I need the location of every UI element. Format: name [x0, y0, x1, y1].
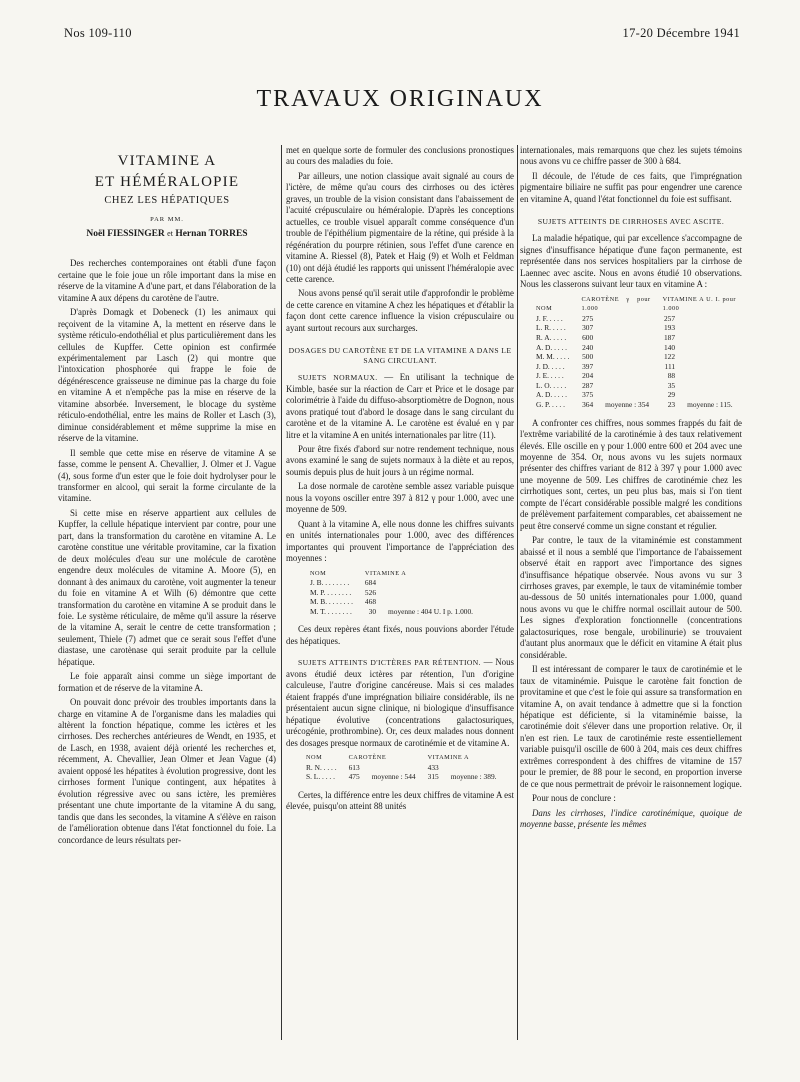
section-heading: SUJETS ATTEINTS DE CIRRHOSES AVEC ASCITE. [537, 217, 725, 227]
column-2 [286, 145, 514, 816]
table-row: A. D. . . . . 375 29 [536, 390, 676, 400]
paragraph: Certes, la différence entre les deux chiffres de vitamine A est élevée, puisqu'on atteint 88 unités [286, 789, 514, 812]
table-row: R. A. . . . . 600 187 [536, 332, 676, 342]
table-normal-subjects [304, 569, 479, 617]
column-divider [517, 145, 518, 1040]
author-2: Hernan TORRES [175, 228, 248, 239]
paragraph: Pour être fixés d'abord sur notre rendement technique, nous avons examiné le sang de sujets normaux à la diète et au repos, soumis depuis plus de huit jours à un régime normal. [286, 443, 514, 477]
author-conjunction: et [167, 228, 173, 238]
paragraph: A confronter ces chiffres, nous sommes frappés du fait de l'extrême variabilité de la carotinémie à des taux relativement élevés. Elle oscille en γ pour 1.000 entre 600 et 204 avec une moyenne de 354. Or, nous avons vu les sujets normaux présenter des chiffres variant de 812 à 397 γ pour 1.000 avec une moyenne de 509. Les chiffres de carotinémie chez les cirrhotiques sont, certes, un peu plus bas, mais si l'on tient compte de l'écart considérable possible malgré les conditions de prélèvement parfaitement comparables, cet abaissement ne peut être conservé comme un signe constant et régulier. [520, 417, 742, 531]
paragraph: Quant à la vitamine A, elle nous donne les chiffres suivants en unités internationales pour 1.000, avec des différences importantes qui prouvent l'importance de l'appréciation des moyennes : [286, 518, 514, 564]
authors [58, 228, 276, 240]
paragraph: Nous avons pensé qu'il serait utile d'approfondir le problème de cette carence en vitamine A chez les hépatiques et d'établir la façon dont cette carence influence la vision crépusculaire ou ayant surtout recours aux surcharges. [286, 288, 514, 333]
column-1 [58, 145, 276, 849]
paragraph: internationales, mais remarquons que chez les sujets témoins nous avons vu ce chiffre passer de 300 à 684. [520, 145, 742, 167]
table-row: R. N. . . . . 613 433 [306, 762, 439, 772]
paragraph: On pouvait donc prévoir des troubles importants dans la charge en vitamine A de l'organisme dans les maladies qui altèrent la fonction hépatique, comme les ictères et les cirrhoses. Des recherches antérieures de Wendt, en 1935, et de Lasch, en 1938, avaient déjà orienté les recherches et, récemment, A. Chevallier, Jean Olmer et Jean Vague (4) avaient opposé les hépatites à évolution progressive, dont les cirrhoses forment l'unique contingent, aux hépatites à évolution régressive avec ou sans ictère, les premières présentant une chute importante de la vitamine A du sang, tandis que dans les secondes, la vitamine A s'élève en raison de l'amélioration obtenue dans l'état fonctionnel du foie. La concordance de leurs résultats per- [58, 697, 276, 845]
table-row: M. M. . . . . 500 122 [536, 352, 676, 362]
paragraph: SUJETS NORMAUX. — En utilisant la technique de Kimble, basée sur la réaction de Carr et Price et le dosage par colorimétrie à l'aide du diffuso-absorptiomètre de Dognon, nous avons pratiqué tout d'abord le dosage dans le sang circulant du carotène et de la vitamine A. Le carotène est évalué en γ par litre et la vitamine A en unités internationales par litre (11). [286, 372, 514, 440]
paragraph: Il découle, de l'étude de ces faits, que l'imprégnation pigmentaire biliaire ne suffit pas pour engendrer une carence en vitamine A, quand l'état fonctionnel du foie est suffisant. [520, 170, 742, 204]
column-divider [281, 145, 282, 1040]
table-row: J. D. . . . . 397 111 [536, 361, 676, 371]
paragraph: Si cette mise en réserve appartient aux cellules de Kupffer, la cellule hépatique intervient par contre, pour une part, dans la transformation du carotène en vitamine A. Le carotène constitue une véritable provitamine, car la fixation de deux molécules d'eau sur une molécule de carotène engendre deux molécules de vitamine A. Moore (5), en donnant à des animaux du carotène, voit augmenter la teneur du foie en vitamine A et Wilh (6) démontre que cette transformation du carotène en vitamine A se produit dans le foie. Le système réticulaire, de même qu'il assure la réserve de la vitamine A, serait le centre de cette transformation ; seulement, Thiele (7) admet que ce serait sous l'effet d'une diastase, une carotènase qui serait produite par la cellule hépatique. [58, 507, 276, 667]
section-title: TRAVAUX ORIGINAUX [256, 86, 544, 112]
paragraph: La maladie hépatique, qui par excellence s'accompagne de signes d'insuffisance hépatique d'une façon permanente, est représentée dans nos services hospitaliers par la cirrhose de Laennec avec ascite. Nous en avons étudié 10 observations. Nous les classerons suivant leur taux en vitamine A : [520, 233, 742, 290]
table-row: M. T. . . . . . . . 30 moyenne : 404 U. I p. 1.000. [310, 606, 473, 616]
table-row: J. B. . . . . . . . 684 [310, 578, 377, 588]
paragraph: Pour nous de conclure : [532, 793, 616, 804]
paragraph: La dose normale de carotène semble assez variable puisque nous la voyons osciller entre 397 à 812 γ pour 1.000, avec une moyenne de 509. [286, 481, 514, 515]
paragraph: Par ailleurs, une notion classique avait signalé au cours de l'ictère, de même qu'au cours des cirrhoses ou des ictères graves, un trouble de la vision consistant dans l'abaissement de l'acuité crépusculaire ou héméralopie. D'après les conceptions actuelles, ce trouble visuel apparaît comme conséquence d'un trouble de l'épithélium pigmentaire de la rétine, qui préside à la régénération du pourpre rétinien, sous l'effet d'une carence en vitamine A. Riessel (8), Patek et Haig (9) et Wolh et Feldman (10) ont déjà étudié les rapports qui unissent l'héméralopie avec cette carence. [286, 170, 514, 284]
issue-number: Nos 109-110 [64, 26, 132, 40]
table-header-row: NOM CAROTÈNE γ pour 1.000 VITAMINE A U. I. pour 1.000 [536, 295, 736, 313]
table-row: M. P. . . . . . . . 526 [310, 587, 377, 597]
article-subtitle: CHEZ LES HÉPATIQUES [104, 195, 230, 206]
paragraph: SUJETS ATTEINTS D'ICTÈRES PAR RÉTENTION. — Nous avons étudié deux ictères par rétention, l'un d'origine calculeuse, l'autre d'origine cancéreuse. Mais si ces malades étaient frappés d'une imprégnation biliaire considérable, ils ne présentaient aucun signe clinique, ni biologique d'insuffisance hépatique évolutive (concentrations galactosuriques, urécogénie, prothrombine). Or, ces deux malades nous donnent des dosages presque normaux de carotinémie et de vitamine A. [286, 657, 514, 748]
table-row: L. R. . . . . 307 193 [536, 323, 676, 333]
table-icterus-subjects [300, 753, 503, 782]
paragraph: Des recherches contemporaines ont établi d'une façon certaine que le foie joue un rôle important dans la mise en réserve de la vitamine A d'une part, et dans l'élaboration de la vitamine A aux dépens du carotène de l'autre. [58, 258, 276, 303]
runin-heading: SUJETS ATTEINTS D'ICTÈRES PAR RÉTENTION. [298, 658, 481, 668]
table-row: L. O. . . . . 287 35 [536, 380, 676, 390]
table-header-row: NOM CAROTÈNE VITAMINE A [306, 754, 470, 761]
table-row: J. E. . . . . 204 88 [536, 371, 676, 381]
section-heading: DOSAGES DU CAROTÈNE ET DE LA VITAMINE A DANS LE SANG CIRCULANT. [288, 346, 512, 366]
article-title: VITAMINE A ET HÉMÉRALOPIE [94, 153, 240, 190]
table-row: G. P. . . . . 364 moyenne : 354 23 moyenne : 115. [536, 400, 733, 410]
runin-heading: SUJETS NORMAUX. [298, 373, 378, 383]
paragraph: D'après Domagk et Dobeneck (1) les animaux qui reçoivent de la vitamine A, la mettent en réserve dans le système réticulo-endothélial et plus particulièrement dans les cellules de Kupffer. Cette opinion est confirmée expérimentalement par Lasch (2) qui montre que l'intoxication phosphorée qui frappe le foie de dégénérescence graisseuse ne diminue pas la charge du foie en vitamine A et n'empêche pas la mise en réserve de la vitamine absorbée. Inversement, le blocage du système réticulo-endothélial, entre les mains de Roller et Lasch (3), diminue considérablement et même supprime la mise en réserve de la vitamine. [58, 307, 276, 444]
paragraph: Par contre, le taux de la vitaminémie est constamment abaissé et il nous a semblé que l'importance de l'abaissement observé était en rapport avec l'importance des signes d'insuffisance hépatique observée. Nous avons vu sur 3 cirrhoses graves, par exemple, le taux de vitaminémie tomber au-dessous de 50 unités internationales pour 1.000, quand nous avons vu que le chiffre normal oscillait autour de 500. Les signes d'exploration fonctionnelle (concentrations galactosuriques, rose bengale, urobilinurie) se trouvaient d'autant plus anormaux que le déficit en vitamine A était plus considérable. [520, 535, 742, 660]
paragraph: Ces deux repères étant fixés, nous pouvions aborder l'étude des hépatiques. [286, 624, 514, 646]
table-cirrhosis-subjects [530, 295, 742, 410]
paragraph: Il est intéressant de comparer le taux de carotinémie et le taux de vitaminémie. Puisque le carotène fait fonction de provitamine et que c'est le foie qui assure sa transformation en vitamine A, on avait tendance à admettre que si la fonction hépatique est déficiente, si la vitaminémie baisse, la carotinémie doit s'élever dans une proportion relative. Or, il n'en est rien. Le taux de carotinémie reste essentiellement variable puisqu'il oscille de 600 à 204, mais ces deux chiffres extrêmes correspondent à des chiffres de vitamine de 157 pour le premier, de 88 pour le second, en proportion inverse de ce que nous permettrait de prévoir le raisonnement logique. [520, 664, 742, 789]
paragraph: Il semble que cette mise en réserve de vitamine A se fasse, comme le pensent A. Chevallier, J. Olmer et J. Vague (4), sous forme d'un ester que le foie doit hydrolyser pour le transformer en alcool, qui serait la forme circulante de la vitamine. [58, 447, 276, 504]
column-3 [520, 145, 742, 834]
table-row: S. L. . . . . 475 moyenne : 544 315 moyenne : 389. [306, 772, 497, 782]
table-row: J. F. . . . . 275 257 [536, 313, 676, 323]
table-row: A. D. . . . . 240 140 [536, 342, 676, 352]
author-1: Noël FIESSINGER [86, 228, 165, 239]
paragraph: Dans les cirrhoses, l'indice carotinémique, quoique de moyenne basse, présente les mêmes [520, 807, 742, 830]
table-row: M. B. . . . . . . . 468 [310, 597, 377, 607]
issue-date: 17-20 Décembre 1941 [622, 26, 740, 40]
paragraph: Le foie apparaît ainsi comme un siège important de formation et de réserve de la vitamine A. [58, 671, 276, 693]
table-header-row: NOM VITAMINE A [310, 569, 407, 577]
byline-prefix: PAR MM. [150, 216, 184, 224]
paragraph: met en quelque sorte de formuler des conclusions pronostiques au cours des maladies du foie. [286, 145, 514, 167]
